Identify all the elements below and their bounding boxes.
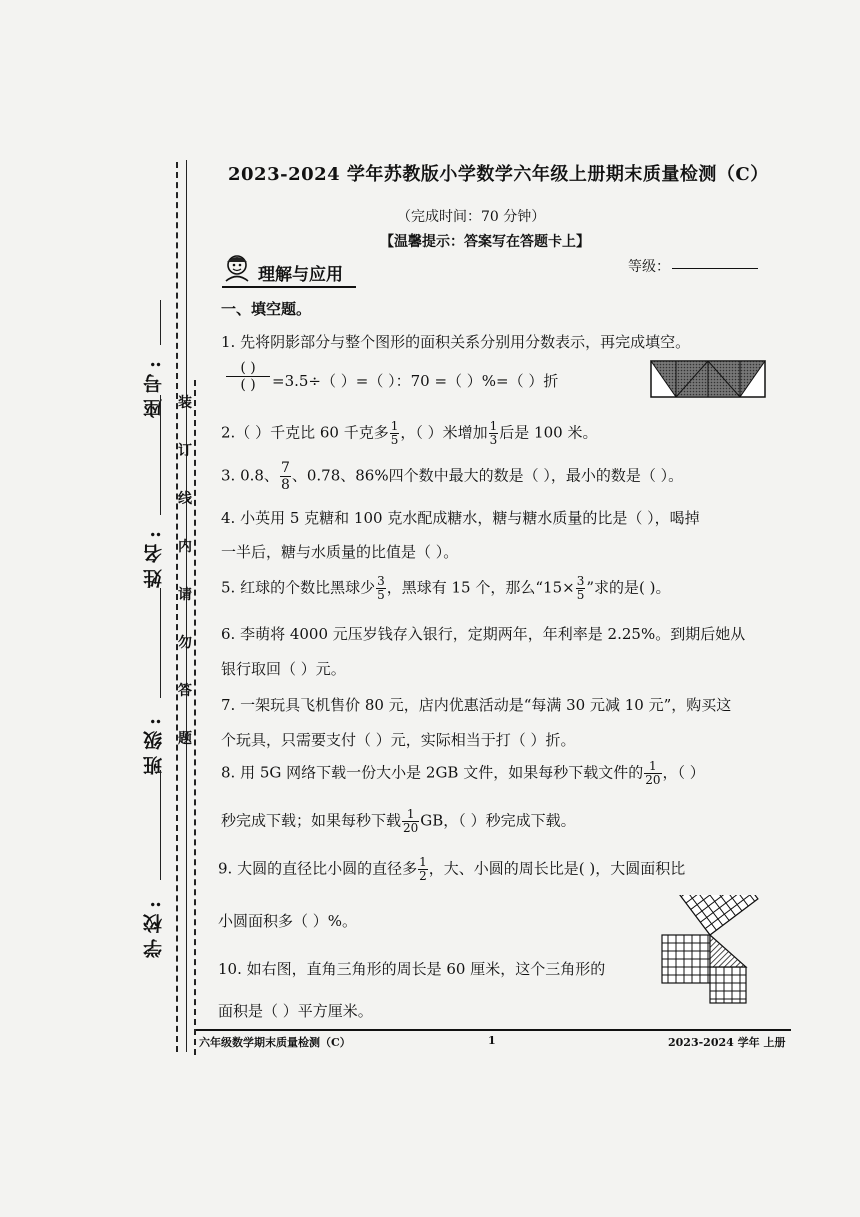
fraction-denominator: ( )	[240, 377, 256, 393]
footer-rule	[196, 1029, 791, 1031]
name-blank	[160, 395, 161, 515]
question-1-text: 1. 先将阴影部分与整个图形的面积关系分别用分数表示，再完成填空。	[221, 333, 691, 351]
seal-char: 线	[178, 491, 192, 507]
question-10-line-1: 10. 如右图，直角三角形的周长是 60 厘米，这个三角形的	[218, 960, 606, 978]
school-label: 学校:	[143, 895, 165, 959]
seal-char: 内	[178, 539, 192, 555]
question-1-fraction	[226, 360, 270, 393]
question-7-line-2: 个玩具，只需要支付（ ）元，实际相当于打（ ）折。	[221, 731, 576, 749]
seal-char: 答	[178, 683, 192, 699]
fraction-numerator: ( )	[226, 360, 270, 377]
binding-solid-line	[186, 160, 187, 1052]
seal-char: 订	[178, 443, 192, 459]
pythagoras-grid-figure	[660, 895, 790, 1020]
footer-exam-name: 六年级数学期末质量检测（C）	[199, 1036, 351, 1049]
section-underline	[222, 286, 356, 288]
tip-note: 【温馨提示：答案写在答题卡上】	[380, 234, 590, 250]
question-3: 3. 0.8、 $\frac{7}{8}$ 、0.78、86%四个数中最大的数是（ ），最小的数是（ ）。	[221, 460, 684, 493]
seal-char: 请	[178, 587, 192, 603]
class-blank	[160, 588, 161, 698]
question-4-line-2: 一半后，糖与水质量的比值是（ ）。	[221, 543, 459, 561]
seal-char: 勿	[178, 635, 192, 651]
grade-blank	[672, 268, 758, 269]
seat-blank	[160, 300, 161, 345]
question-10-line-2: 面积是（ ）平方厘米。	[218, 1002, 373, 1020]
school-blank	[160, 770, 161, 880]
section-heading: 理解与应用	[258, 265, 343, 285]
exam-title: 2023-2024 学年苏教版小学数学六年级上册期末质量检测（C）	[228, 164, 769, 185]
time-note: （完成时间：70 分钟）	[397, 209, 546, 225]
question-5: 5. 红球的个数比黑球少 $\frac{3}{5}$ ，黑球有 15 个，那么“15× $\frac{3}{5}$ ”求的是( )。	[221, 574, 671, 602]
part-heading: 一、填空题。	[221, 300, 312, 318]
grade-label: 等级：	[628, 259, 670, 275]
question-6-line-1: 6. 李萌将 4000 元压岁钱存入银行，定期两年，年利率是 2.25%。到期后她从	[221, 625, 746, 643]
seal-dash-line	[194, 380, 196, 1055]
question-6-line-2: 银行取回（ ）元。	[221, 660, 346, 678]
seat-label: 座号:	[143, 355, 165, 419]
question-8-line-2: 秒完成下载；如果每秒下载 $\frac{1}{20}$ GB，（ ）秒完成下载。	[221, 807, 576, 835]
question-1-equation: =3.5÷（ ）=（ ）：70 =（ ）%=（ ）折	[272, 372, 559, 390]
question-8-line-1: 8. 用 5G 网络下载一份大小是 2GB 文件，如果每秒下载文件的 $\frac{1}{20}$ ，（ ）	[221, 759, 705, 787]
footer-school-year: 2023-2024 学年 上册	[668, 1036, 786, 1049]
question-4-line-1: 4. 小英用 5 克糖和 100 克水配成糖水，糖与糖水质量的比是（ ），喝掉	[221, 509, 700, 527]
page-number: 1	[488, 1034, 496, 1047]
seal-char: 装	[178, 395, 192, 411]
name-label: 姓名:	[143, 525, 165, 589]
class-label: 班级:	[143, 712, 165, 776]
trapezoid-shaded-figure	[650, 360, 766, 398]
seal-char: 题	[178, 731, 192, 747]
question-7-line-1: 7. 一架玩具飞机售价 80 元，店内优惠活动是“每满 30 元减 10 元”，购买这	[221, 696, 732, 714]
binding-dash-line	[176, 162, 178, 1052]
question-9-line-2: 小圆面积多（ ）%。	[218, 912, 358, 930]
student-mascot-icon	[222, 252, 254, 282]
question-2: 2.（ ）千克比 60 千克多 $\frac{1}{5}$ ，（ ）米增加 $\frac{1}{3}$ 后是 100 米。	[221, 419, 598, 447]
question-9-line-1: 9. 大圆的直径比小圆的直径多 $\frac{1}{2}$ ，大、小圆的周长比是( )，大圆面积比	[218, 855, 686, 883]
